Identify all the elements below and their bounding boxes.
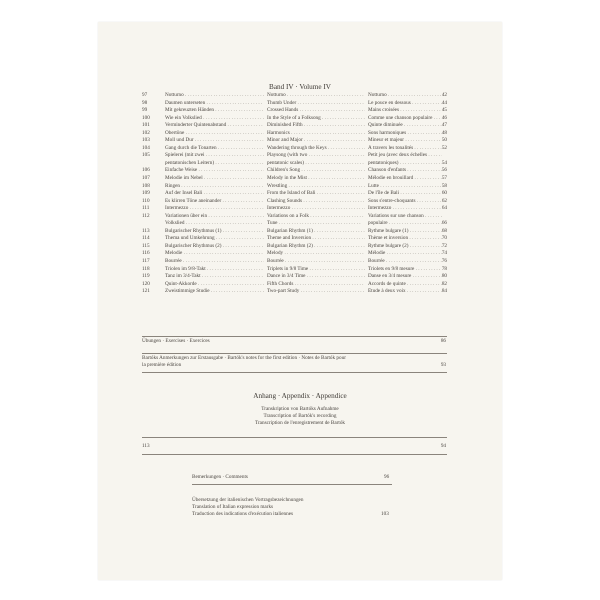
page-number: 70 bbox=[441, 235, 447, 242]
title-english: Wandering through the Keys . . . bbox=[267, 145, 365, 153]
toc-row bbox=[142, 250, 447, 258]
toc-number: 117 bbox=[142, 258, 150, 265]
page-number: 57 bbox=[441, 175, 447, 182]
title-german: Zweistimmige Studie . . . bbox=[165, 288, 264, 296]
toc-number: 100 bbox=[142, 114, 150, 121]
page-number: 72 bbox=[441, 242, 447, 249]
toc-number: 120 bbox=[142, 280, 150, 287]
title-french: Danse en 3/4 mesure . . . bbox=[368, 273, 442, 281]
toc-number: 102 bbox=[142, 129, 150, 136]
title-german: Gang durch die Tonarten . . . bbox=[165, 145, 264, 153]
title-french: Mélodie en brouillard . . . bbox=[368, 175, 442, 183]
toc-number: 105 bbox=[142, 152, 150, 159]
appendix-title: Anhang · Appendix · Appendice bbox=[253, 392, 347, 400]
toc-number: 107 bbox=[142, 175, 150, 182]
divider bbox=[142, 353, 447, 354]
toc-number: 111 bbox=[142, 205, 150, 212]
toc-number: 101 bbox=[142, 122, 150, 129]
title-french: Étude à deux voix . . . bbox=[368, 288, 442, 296]
title-french: Lutte . . . bbox=[368, 183, 442, 191]
toc-number: 113 bbox=[142, 227, 150, 234]
comments-label: Bemerkungen · Comments bbox=[192, 474, 248, 480]
toc-number: 114 bbox=[142, 235, 150, 242]
page-number: 74 bbox=[441, 250, 447, 257]
page-number: 82 bbox=[441, 280, 447, 287]
toc-row bbox=[142, 92, 447, 100]
toc-row bbox=[142, 205, 447, 213]
title-english: Triplets in 9/8 Time . . . bbox=[267, 266, 365, 274]
title-german: Thema und Umkehrung . . . bbox=[165, 235, 264, 243]
exercises-page: 86 bbox=[440, 338, 446, 344]
toc-row bbox=[142, 145, 447, 153]
page-number: 68 bbox=[441, 227, 447, 234]
page-number: 84 bbox=[441, 288, 447, 295]
divider bbox=[142, 454, 447, 455]
title-english: Fifth Chords . . . bbox=[267, 281, 365, 289]
title-english: Melody in the Mist . . . bbox=[267, 175, 365, 183]
toc-row bbox=[142, 243, 447, 251]
exercises-entry bbox=[142, 338, 447, 344]
appendix-page: 94 bbox=[440, 443, 446, 449]
toc-number: 115 bbox=[142, 242, 150, 249]
toc-number: 109 bbox=[142, 190, 150, 197]
volume-title: Band IV · Volume IV bbox=[269, 83, 331, 91]
title-english: Wrestling . . . bbox=[267, 183, 365, 191]
toc-row bbox=[142, 107, 447, 115]
toc-row bbox=[142, 160, 447, 168]
title-english: Tune . . . bbox=[267, 220, 365, 228]
toc-row bbox=[142, 273, 447, 281]
title-english: Minor and Major . . . bbox=[267, 137, 365, 145]
title-english: Diminished Fifth . . . bbox=[267, 122, 365, 130]
toc-row bbox=[142, 288, 447, 296]
toc-number: 104 bbox=[142, 144, 150, 151]
title-french: Quinte diminuée . . . bbox=[368, 122, 442, 130]
title-french: Le pouce en dessous . . . bbox=[368, 100, 442, 108]
toc-row bbox=[142, 266, 447, 274]
toc-number: 110 bbox=[142, 197, 150, 204]
page-number: 60 bbox=[441, 190, 447, 197]
page-number: 46 bbox=[441, 114, 447, 121]
page-number: 78 bbox=[441, 265, 447, 272]
appendix-number: 113 bbox=[142, 443, 150, 449]
toc-row bbox=[142, 190, 447, 198]
title-french: pentatoniques) . . . bbox=[368, 160, 442, 168]
page-number: 52 bbox=[441, 144, 447, 151]
title-english: Harmonics . . . bbox=[267, 130, 365, 138]
toc-number: 106 bbox=[142, 167, 150, 174]
title-german: Ringen . . . bbox=[165, 183, 264, 191]
title-german: Volkslied . . . bbox=[165, 220, 264, 228]
title-english: Clashing Sounds . . . bbox=[267, 198, 365, 206]
notes-page: 93 bbox=[440, 362, 446, 368]
divider bbox=[142, 336, 447, 337]
toc-row bbox=[142, 220, 447, 228]
title-french: Triolets en 9/8 mesure . . . bbox=[368, 266, 442, 274]
page-number: 42 bbox=[441, 92, 447, 98]
title-german: Verminderter Quintenabstand . . . bbox=[165, 122, 264, 130]
toc-row bbox=[142, 100, 447, 108]
toc-number: 108 bbox=[142, 182, 150, 189]
toc-number: 99 bbox=[142, 107, 148, 114]
title-english: pentatonic scales) . . . bbox=[267, 160, 365, 168]
page-number: 76 bbox=[441, 258, 447, 265]
title-french: Mains croisées . . . bbox=[368, 107, 442, 115]
title-german: Auf der Insel Bali . . . bbox=[165, 190, 264, 198]
toc-row bbox=[142, 122, 447, 130]
title-english: Notturno . . . bbox=[267, 92, 365, 100]
title-french: Sons s'entre-choquants . . . bbox=[368, 198, 442, 206]
title-english: Melody . . . bbox=[267, 250, 365, 258]
divider bbox=[142, 437, 447, 438]
toc-number: 112 bbox=[142, 212, 150, 219]
title-english: Bourrée . . . bbox=[267, 258, 365, 266]
title-french: Mélodie . . . bbox=[368, 250, 442, 258]
page-number: 56 bbox=[441, 167, 447, 174]
title-german: Quint-Akkorde . . . bbox=[165, 281, 264, 289]
toc-number: 121 bbox=[142, 288, 150, 295]
title-german: pentatonischen Leitern) . . . bbox=[165, 160, 264, 168]
appendix-sub-en: Transcription of Bartók's recording bbox=[263, 413, 337, 419]
title-french: Sons harmoniques . . . bbox=[368, 130, 442, 138]
toc-row bbox=[142, 258, 447, 266]
title-french: Petit jeu (avec deux échelles . . . bbox=[368, 152, 442, 160]
title-english: Variations on a Folk . . . bbox=[267, 213, 365, 221]
toc-row bbox=[142, 137, 447, 145]
title-english: Theme and Inversion . . . bbox=[267, 235, 365, 243]
title-english: Children's Song . . . bbox=[267, 167, 365, 175]
title-french: Thème et inversion . . . bbox=[368, 235, 442, 243]
title-english: Dance in 3/4 Time . . . bbox=[267, 273, 365, 281]
title-english: Playsong (with two . . . bbox=[267, 152, 365, 160]
title-german: Melodie . . . bbox=[165, 250, 264, 258]
contents-table bbox=[142, 92, 447, 296]
title-english: Intermezzo . . . bbox=[267, 205, 365, 213]
appendix-sub-de: Transkription von Bartóks Aufnahme bbox=[261, 406, 339, 412]
title-german: Bourrée . . . bbox=[165, 258, 264, 266]
title-french: Variations sur une chanson . . . bbox=[368, 213, 442, 221]
toc-row bbox=[142, 213, 447, 221]
title-french: Bourrée . . . bbox=[368, 258, 442, 266]
title-german: Mit gekreuzten Händen . . . bbox=[165, 107, 264, 115]
toc-row bbox=[142, 175, 447, 183]
title-german: Einfache Weise . . . bbox=[165, 167, 264, 175]
page-number: 45 bbox=[441, 107, 447, 114]
title-english: Bulgarian Rhythm (1) . . . bbox=[267, 228, 365, 236]
page-number: 48 bbox=[441, 129, 447, 136]
divider bbox=[192, 484, 392, 485]
title-german: Wie ein Volkslied . . . bbox=[165, 115, 264, 123]
page-number: 62 bbox=[441, 197, 447, 204]
title-german: Spielerei (mit zwei . . . bbox=[165, 152, 264, 160]
toc-row bbox=[142, 235, 447, 243]
title-german: Obertöne . . . bbox=[165, 130, 264, 138]
title-german: Notturno . . . bbox=[165, 92, 264, 100]
title-french: Notturno . . . bbox=[368, 92, 442, 100]
toc-number: 116 bbox=[142, 250, 150, 257]
toc-row bbox=[142, 152, 447, 160]
title-french: populaire . . . bbox=[368, 220, 442, 228]
title-english: Thumb Under . . . bbox=[267, 100, 365, 108]
page-number: 44 bbox=[441, 99, 447, 106]
toc-row bbox=[142, 167, 447, 175]
title-french: Accords de quinte . . . bbox=[368, 281, 442, 289]
toc-number: 103 bbox=[142, 137, 150, 144]
toc-row bbox=[142, 198, 447, 206]
title-french: Rythme bulgare (1) . . . bbox=[368, 228, 442, 236]
toc-number: 119 bbox=[142, 273, 150, 280]
page-number: 58 bbox=[441, 182, 447, 189]
title-french: Rythme bulgare (2) . . . bbox=[368, 243, 442, 251]
title-french: À travers les tonalités . . . bbox=[368, 145, 442, 153]
page-number: 50 bbox=[441, 137, 447, 144]
toc-row bbox=[142, 115, 447, 123]
page-number: 47 bbox=[441, 122, 447, 129]
appendix-sub-fr: Transcription de l'enregistrement de Bartók bbox=[254, 420, 346, 426]
title-german: Tanz im 3/4-Takt . . . bbox=[165, 273, 264, 281]
title-german: Intermezzo . . . bbox=[165, 205, 264, 213]
title-french: Intermezzo . . . bbox=[368, 205, 442, 213]
page-number: 66 bbox=[441, 220, 447, 227]
translation-line1: Übersetzung der italienischen Vortragsbezeichnungen bbox=[192, 497, 304, 503]
notes-label-line2: la première édition bbox=[142, 362, 182, 369]
toc-row bbox=[142, 228, 447, 236]
title-french: Chanson d'enfants . . . bbox=[368, 167, 442, 175]
notes-entry bbox=[142, 355, 432, 369]
page-number: 64 bbox=[441, 205, 447, 212]
title-german: Bulgarischer Rhythmus (1) . . . bbox=[165, 228, 264, 236]
title-english: In the Style of a Folksong . . . bbox=[267, 115, 365, 123]
title-english: Two-part Study . . . bbox=[267, 288, 365, 296]
title-german: Es klirren Töne aneinander . . . bbox=[165, 198, 264, 206]
title-german: Triolen im 9/8-Takt . . . bbox=[165, 266, 264, 274]
divider bbox=[142, 372, 447, 373]
title-english: Crossed Hands . . . bbox=[267, 107, 365, 115]
title-french: De l'île de Bali . . . bbox=[368, 190, 442, 198]
title-german: Moll und Dur . . . bbox=[165, 137, 264, 145]
title-french: Comme une chanson populaire . . . bbox=[368, 115, 442, 123]
translation-line2: Translation of Italian expression marks bbox=[192, 504, 274, 510]
toc-row bbox=[142, 130, 447, 138]
toc-row bbox=[142, 183, 447, 191]
title-english: From the Island of Bali . . . bbox=[267, 190, 365, 198]
title-german: Melodie im Nebel . . . bbox=[165, 175, 264, 183]
toc-number: 98 bbox=[142, 99, 148, 106]
title-german: Variationen über ein . . . bbox=[165, 213, 264, 221]
toc-number: 118 bbox=[142, 265, 150, 272]
page-number: 54 bbox=[441, 159, 447, 166]
title-english: Bulgarian Rhythm (2) . . . bbox=[267, 243, 365, 251]
toc-row bbox=[142, 281, 447, 289]
exercises-label: Übungen · Exercises · Exercices bbox=[142, 338, 210, 344]
notes-label-line1: Bartóks Anmerkungen zur Erstausgabe · Bartók's notes for the first edition · Notes de Bartók pour bbox=[142, 355, 346, 361]
comments-page: 96 bbox=[384, 474, 390, 480]
title-french: Mineur et majeur . . . bbox=[368, 137, 442, 145]
page-number: 80 bbox=[441, 273, 447, 280]
title-german: Bulgarischer Rhythmus (2) . . . bbox=[165, 243, 264, 251]
translation-page: 103 bbox=[381, 511, 389, 517]
toc-number: 97 bbox=[142, 92, 148, 98]
translation-line3: Traduction des indications d'exécution italiennes bbox=[192, 511, 294, 517]
title-german: Daumen unterseten . . . bbox=[165, 100, 264, 108]
